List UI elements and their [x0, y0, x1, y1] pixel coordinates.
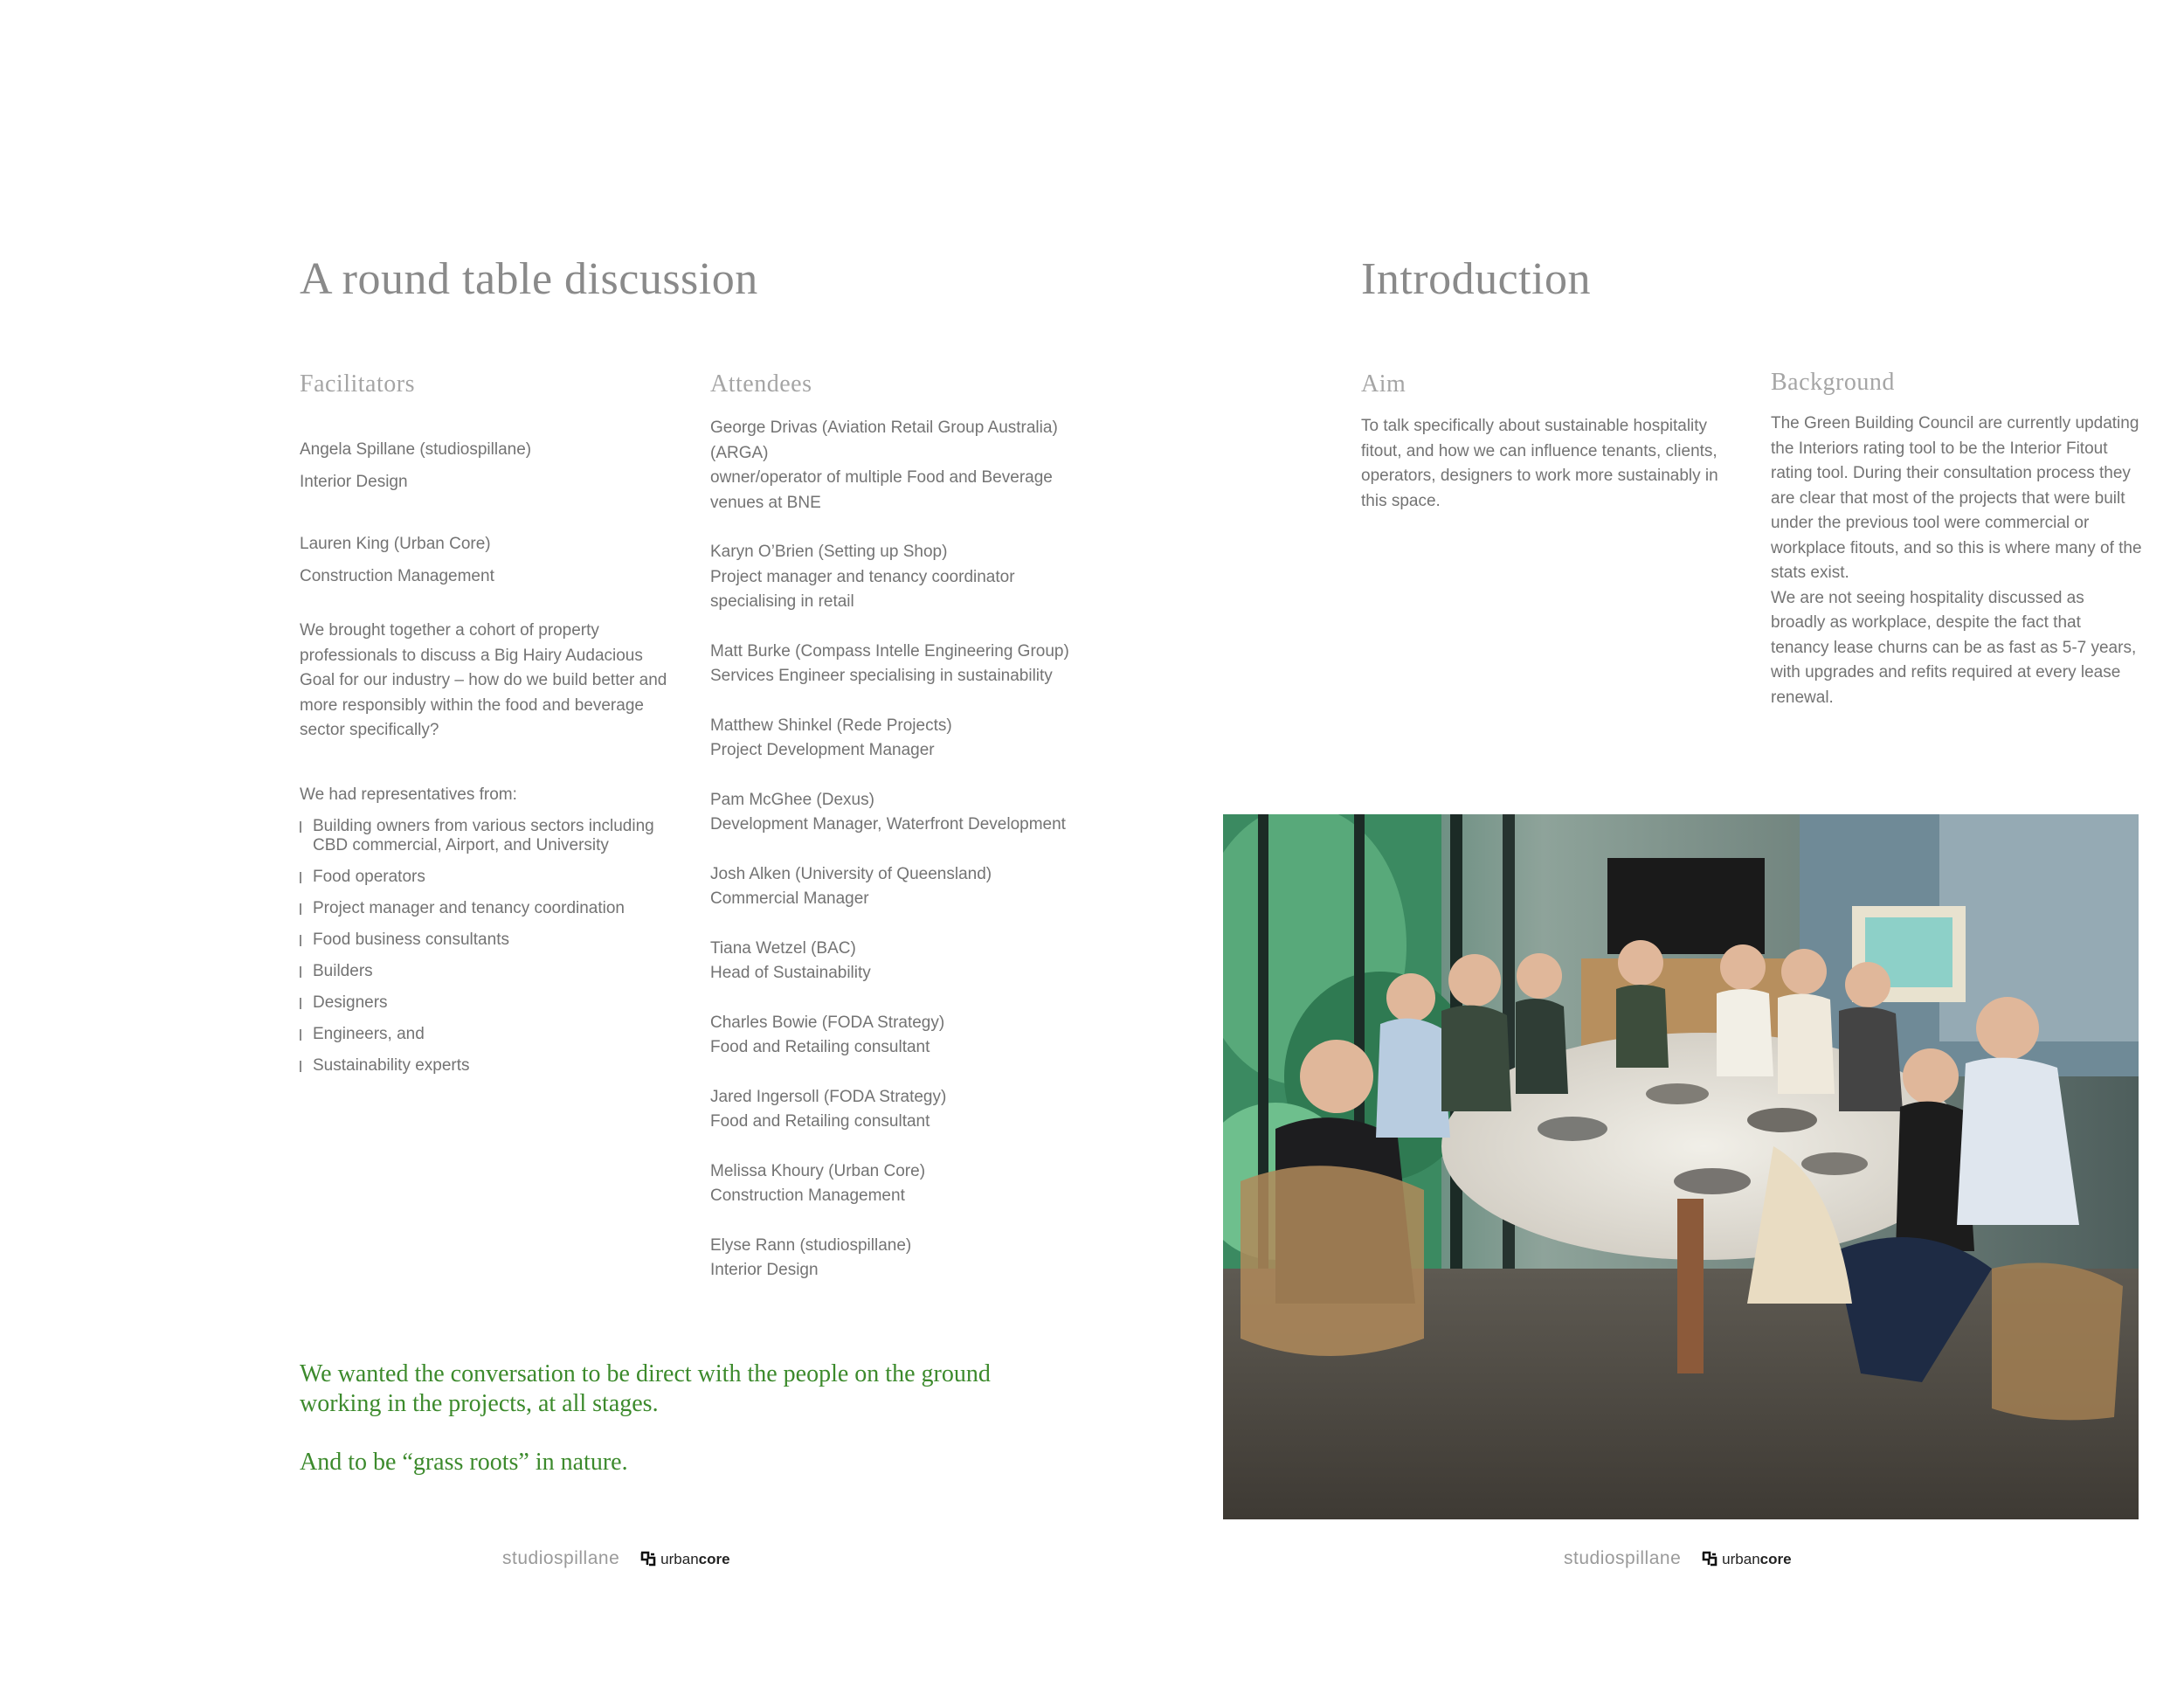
attendee-item [710, 937, 1121, 986]
attendees-list [710, 416, 1121, 1308]
attendee-item [710, 1085, 1121, 1135]
urbancore-mark-icon [1701, 1550, 1718, 1567]
attendee-role: Project manager and tenancy coordinator [710, 567, 1015, 586]
attendee-role: Services Engineer specialising in sustainability [710, 667, 1053, 685]
urbancore-logo-bold: core [698, 1551, 730, 1567]
intro-paragraph: We brought together a cohort of property professionals to discuss a Big Hairy Audacious Goal for our industry – how do we build better and more responsibly within the food and beverage sector specifically? [300, 621, 667, 739]
attendee-role: venues at BNE [710, 493, 821, 512]
quote-line: We wanted the conversation to be direct with the people on the ground [300, 1360, 991, 1387]
attendee-name: George Drivas (Aviation Retail Group Australia) [710, 419, 1058, 437]
attendee-role: Head of Sustainability [710, 964, 871, 982]
facilitators-list [300, 433, 684, 592]
attendee-name: Jared Ingersoll (FODA Strategy) [710, 1087, 947, 1106]
attendee-item [710, 416, 1121, 515]
facilitator-role: Interior Design [300, 473, 408, 491]
urbancore-logo [639, 1551, 729, 1567]
facilitator-role: Construction Management [300, 567, 494, 585]
reps-list [300, 817, 684, 1088]
attendee-name: Melissa Khoury (Urban Core) [710, 1161, 926, 1180]
attendee-org: (ARGA) [710, 443, 769, 462]
facilitator-item [300, 433, 684, 498]
attendee-item [710, 862, 1121, 912]
urbancore-mark-icon [639, 1550, 657, 1567]
aim-heading: Aim [1361, 370, 1406, 398]
studiospillane-logo: studiospillane [1564, 1548, 1682, 1568]
quote-block [300, 1359, 1086, 1477]
list-item: Designers [300, 993, 684, 1013]
group-photo-illustration [1223, 814, 2139, 1519]
attendee-item [710, 540, 1121, 615]
attendee-name: Charles Bowie (FODA Strategy) [710, 1013, 945, 1032]
urbancore-logo-text: urban [1722, 1551, 1760, 1567]
studiospillane-logo: studiospillane [502, 1548, 620, 1568]
list-item: Food business consultants [300, 930, 684, 950]
list-item: Sustainability experts [300, 1056, 684, 1076]
list-item: Builders [300, 962, 684, 981]
attendee-item [710, 788, 1121, 838]
attendee-role: owner/operator of multiple Food and Beverage [710, 468, 1053, 487]
attendee-role: Interior Design [710, 1261, 819, 1279]
attendee-name: Tiana Wetzel (BAC) [710, 938, 856, 958]
attendee-name: Josh Alken (University of Queensland) [710, 864, 992, 883]
quote-line: And to be “grass roots” in nature. [300, 1449, 628, 1476]
attendee-item [710, 1011, 1121, 1061]
attendee-role: Food and Retailing consultant [710, 1112, 930, 1131]
attendee-name: Elyse Rann (studiospillane) [710, 1235, 912, 1255]
footer-logos-right [1564, 1548, 1792, 1569]
reps-heading: We had representatives from: [300, 785, 517, 804]
urbancore-logo-bold: core [1759, 1551, 1792, 1567]
list-item: Building owners from various sectors including CBD commercial, Airport, and University [300, 817, 684, 855]
attendee-name: Karyn O’Brien (Setting up Shop) [710, 543, 948, 561]
background-paragraph: We are not seeing hospitality discussed as broadly as workplace, despite the fact that tenancy lease churns can be as fast as 5-7 years, with upgrades and refits required at every lease renewal. [1771, 588, 2137, 707]
attendee-item [710, 1234, 1121, 1283]
list-item: Project manager and tenancy coordination [300, 899, 684, 918]
attendee-item [710, 714, 1121, 764]
list-item: Engineers, and [300, 1025, 684, 1044]
page-title-right: Introduction [1361, 254, 1592, 304]
attendee-role: Construction Management [710, 1186, 905, 1205]
round-table-photo [1223, 814, 2139, 1519]
attendees-heading: Attendees [710, 370, 812, 398]
attendee-role: Commercial Manager [710, 889, 869, 908]
page-title-left: A round table discussion [300, 254, 758, 304]
attendee-role: specialising in retail [710, 592, 854, 611]
quote-line: working in the projects, at all stages. [300, 1390, 659, 1417]
background-paragraph: The Green Building Council are currently updating the Interiors rating tool to be the Interior Fitout rating tool. During their consultation process they are clear that most of the projects that were built under the previous tool were commercial or workplace fitouts, and so this is where many of the stats exist. [1771, 414, 2142, 582]
background-text [1771, 412, 2142, 710]
attendee-item [710, 640, 1121, 689]
attendee-name: Matt Burke (Compass Intelle Engineering Group) [710, 641, 1069, 661]
facilitators-heading: Facilitators [300, 370, 415, 398]
facilitator-name: Angela Spillane (studiospillane) [300, 440, 532, 459]
attendee-name: Pam McGhee (Dexus) [710, 790, 874, 809]
facilitator-name: Lauren King (Urban Core) [300, 535, 491, 553]
footer-logos-left [502, 1548, 730, 1569]
aim-text: To talk specifically about sustainable hospitality fitout, and how we can influence tenants, clients, operators, designers to work more sustainably in this space. [1361, 417, 1718, 510]
urbancore-logo-text: urban [660, 1551, 699, 1567]
attendee-item [710, 1159, 1121, 1209]
attendee-role: Project Development Manager [710, 741, 935, 759]
attendee-role: Food and Retailing consultant [710, 1038, 930, 1056]
attendee-role: Development Manager, Waterfront Development [710, 815, 1066, 834]
list-item: Food operators [300, 868, 684, 887]
attendee-name: Matthew Shinkel (Rede Projects) [710, 716, 952, 735]
urbancore-logo [1701, 1551, 1791, 1567]
facilitator-item [300, 528, 684, 592]
background-heading: Background [1771, 369, 1895, 396]
